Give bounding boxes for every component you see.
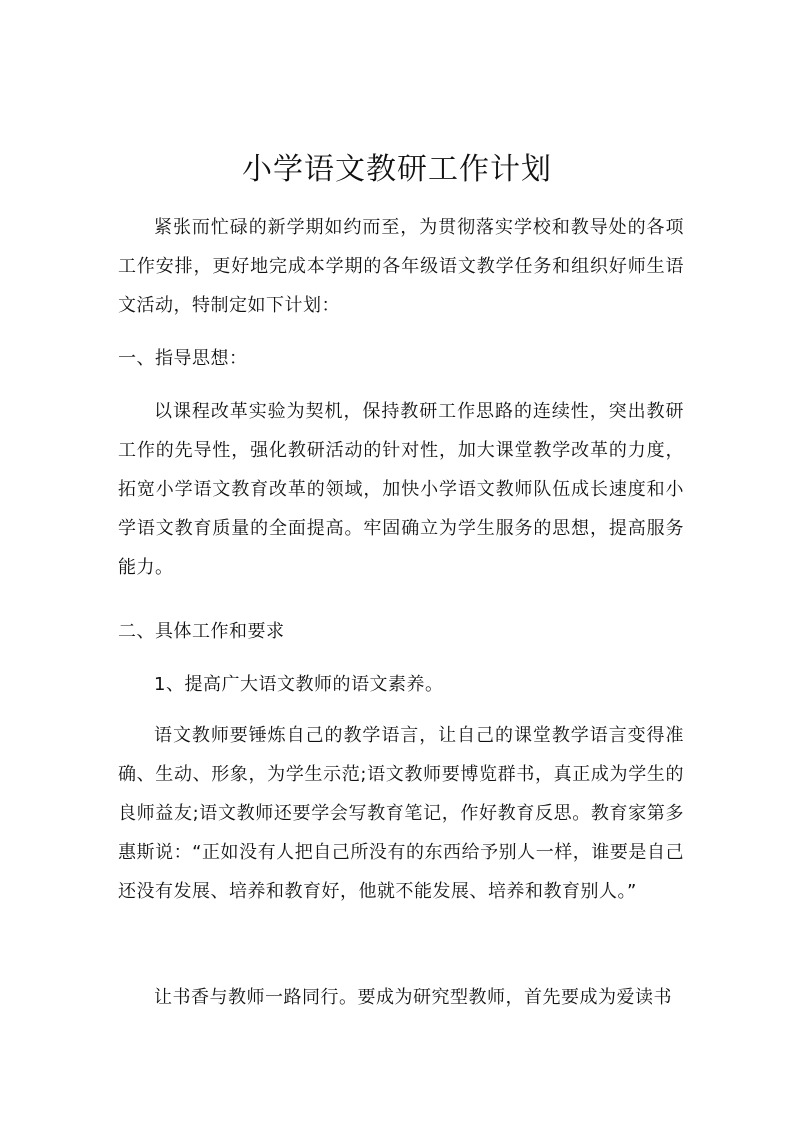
item-heading-literacy: 1、提高广大语文教师的语文素养。: [154, 674, 444, 695]
section-heading-specific-work: 二、具体工作和要求: [118, 621, 285, 642]
intro-paragraph: 紧张而忙碌的新学期如约而至，为贯彻落实学校和教导处的各项工作安排，更好地完成本学期的各年级语文教学任务和组织好师生语文活动，特制定如下计划：: [118, 217, 684, 316]
literacy-paragraph: 语文教师要锤炼自己的教学语言，让自己的课堂教学语言变得准确、生动、形象，为学生示范;语文教师要博览群书，真正成为学生的良师益友;语文教师还要学会写教育笔记，作好教育反思。教育家第多惠斯说：“正如没有人把自己所没有的东西给予别人一样，谁要是自己还没有发展、培养和教育好，他就不能发展、培养和教育别人。”: [118, 725, 684, 902]
reading-paragraph: 让书香与教师一路同行。要成为研究型教师，首先要成为爱读书: [154, 987, 672, 1008]
guiding-ideology-paragraph: 以课程改革实验为契机，保持教研工作思路的连续性，突出教研工作的先导性，强化教研活动的针对性，加大课堂教学改革的力度，拓宽小学语文教育改革的领域，加快小学语文教师队伍成长速度和小学语文教育质量的全面提高。牢固确立为学生服务的思想，提高服务能力。: [118, 401, 684, 578]
document-title: 小学语文教研工作计划: [242, 152, 552, 187]
section-heading-guiding-ideology: 一、指导思想：: [118, 348, 248, 369]
